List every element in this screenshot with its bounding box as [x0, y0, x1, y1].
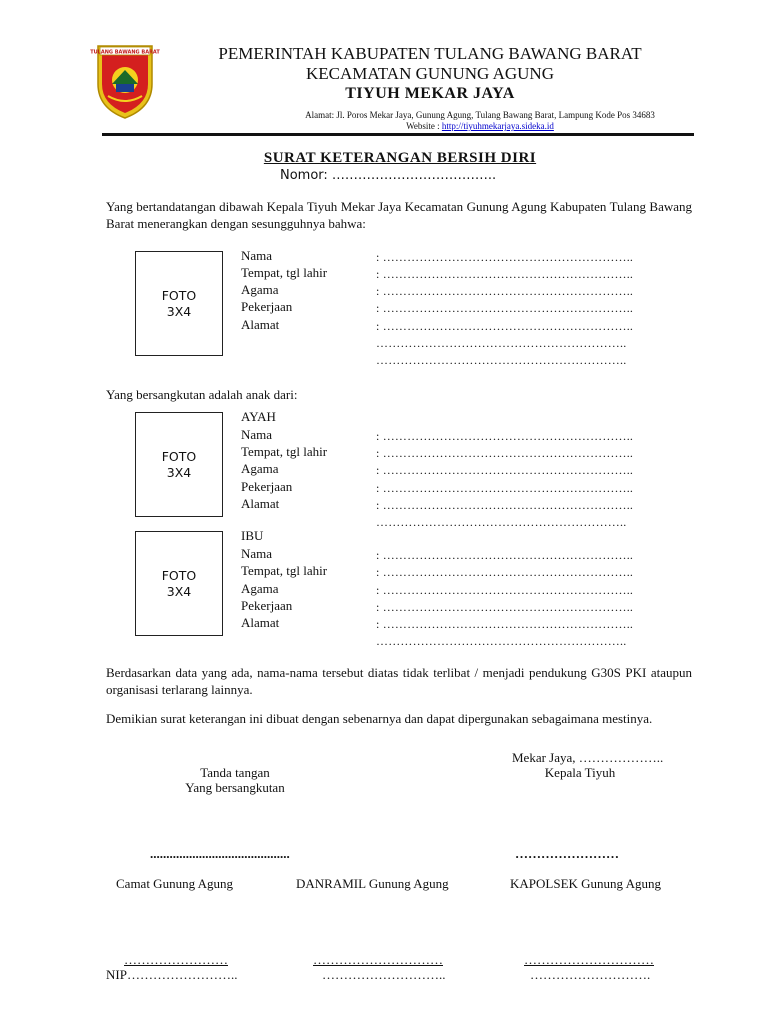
label-pekerjaan: Pekerjaan	[241, 598, 293, 613]
blank-alamat-cont: ……………………………………………………..	[376, 515, 627, 529]
signature-left-subtitle: Yang bersangkutan	[185, 780, 285, 795]
label-nama: Nama	[241, 546, 273, 561]
photo-size: 3X4	[166, 583, 192, 599]
header-website	[210, 121, 750, 131]
header-divider	[102, 133, 694, 136]
header-address: Alamat: Jl. Poros Mekar Jaya, Gunung Agung, Tulang Bawang Barat, Lampung Kode Pos 34683	[305, 110, 655, 120]
blank-ttl: : ……………………………………………………..	[376, 446, 634, 460]
blank-nama: : ……………………………………………………..	[376, 429, 634, 443]
photo-label: FOTO	[161, 448, 197, 464]
website-link[interactable]: http://tiyuhmekarjaya.sideka.id	[441, 121, 554, 131]
header-line1: PEMERINTAH KABUPATEN TULANG BAWANG BARAT	[218, 44, 642, 63]
signature-line-subject: ...........................................	[150, 846, 290, 861]
father-heading: AYAH	[241, 409, 276, 424]
photo-label: FOTO	[161, 287, 197, 303]
intro-paragraph: Yang bertandatangan dibawah Kepala Tiyuh Mekar Jaya Kecamatan Gunung Agung Kabupaten Tulang Bawang Barat menerangkan dengan sesungguhnya bahwa:	[106, 199, 692, 231]
header-line3: TIYUH MEKAR JAYA	[345, 85, 515, 102]
blank-alamat-cont: ……………………………………………………..	[376, 336, 627, 350]
blank-alamat-cont: ……………………………………………………..	[376, 353, 627, 367]
label-nama: Nama	[241, 248, 273, 263]
blank-ttl: : ……………………………………………………..	[376, 267, 634, 281]
signature-line-kapolsek: …………………………	[524, 952, 654, 967]
document-title	[100, 150, 700, 167]
photo-label: FOTO	[161, 567, 197, 583]
blank-ttl: : ……………………………………………………..	[376, 565, 634, 579]
photo-size: 3X4	[166, 303, 192, 319]
document-number: Nomor: ………………………………..	[280, 168, 497, 183]
blank-pekerjaan: : ……………………………………………………..	[376, 301, 634, 315]
label-nama: Nama	[241, 427, 273, 442]
blank-alamat-cont: ……………………………………………………..	[376, 634, 627, 648]
label-alamat: Alamat	[241, 496, 280, 511]
mother-heading: IBU	[241, 528, 264, 543]
label-pekerjaan: Pekerjaan	[241, 299, 293, 314]
blank-agama: : ……………………………………………………..	[376, 284, 634, 298]
label-agama: Agama	[241, 461, 279, 476]
blank-alamat: : ……………………………………………………..	[376, 617, 634, 631]
label-ttl: Tempat, tgl lahir	[241, 563, 328, 578]
blank-agama: : ……………………………………………………..	[376, 583, 634, 597]
signature-right-title: Kepala Tiyuh	[544, 765, 616, 780]
document-title-text: SURAT KETERANGAN BERSIH DIRI	[263, 150, 537, 166]
nip-camat: NIP……………………..	[106, 967, 238, 982]
label-pekerjaan: Pekerjaan	[241, 479, 293, 494]
header-line2: KECAMATAN GUNUNG AGUNG	[306, 64, 554, 83]
nip-kapolsek: ……………………….	[530, 967, 651, 982]
blank-agama: : ……………………………………………………..	[376, 463, 634, 477]
label-agama: Agama	[241, 581, 279, 596]
photo-box-father	[135, 412, 223, 517]
website-label: Website :	[406, 121, 440, 131]
blank-pekerjaan: : ……………………………………………………..	[376, 600, 634, 614]
signature-line-danramil: …………………………	[313, 952, 443, 967]
signature-line-camat: ……………………	[124, 952, 228, 967]
closing-paragraph: Demikian surat keterangan ini dibuat dengan sebenarnya dan dapat dipergunakan sebagaimana mestinya.	[106, 711, 653, 726]
signature-line-kepala: ……………………	[515, 846, 619, 861]
place-date: Mekar Jaya, ………………..	[512, 750, 664, 765]
label-ttl: Tempat, tgl lahir	[241, 444, 328, 459]
label-alamat: Alamat	[241, 317, 280, 332]
label-agama: Agama	[241, 282, 279, 297]
signature-left-title: Tanda tangan	[200, 765, 270, 780]
blank-nama: : ……………………………………………………..	[376, 250, 634, 264]
statement-paragraph: Berdasarkan data yang ada, nama-nama tersebut diatas tidak terlibat / menjadi pendukung G30S PKI ataupun organisasi terlarang lainnya.	[106, 665, 692, 697]
camat-title: Camat Gunung Agung	[116, 876, 233, 891]
photo-size: 3X4	[166, 464, 192, 480]
blank-nama: : ……………………………………………………..	[376, 548, 634, 562]
logo-text: TULANG BAWANG BARAT	[90, 49, 160, 56]
danramil-title: DANRAMIL Gunung Agung	[296, 876, 449, 891]
regency-logo	[90, 40, 160, 120]
label-ttl: Tempat, tgl lahir	[241, 265, 328, 280]
photo-box-subject	[135, 251, 223, 356]
parents-intro: Yang bersangkutan adalah anak dari:	[106, 387, 298, 402]
photo-box-mother	[135, 531, 223, 636]
label-alamat: Alamat	[241, 615, 280, 630]
blank-alamat: : ……………………………………………………..	[376, 498, 634, 512]
nip-danramil: ………………………..	[322, 967, 446, 982]
blank-pekerjaan: : ……………………………………………………..	[376, 481, 634, 495]
kapolsek-title: KAPOLSEK Gunung Agung	[510, 876, 661, 891]
blank-alamat: : ……………………………………………………..	[376, 319, 634, 333]
